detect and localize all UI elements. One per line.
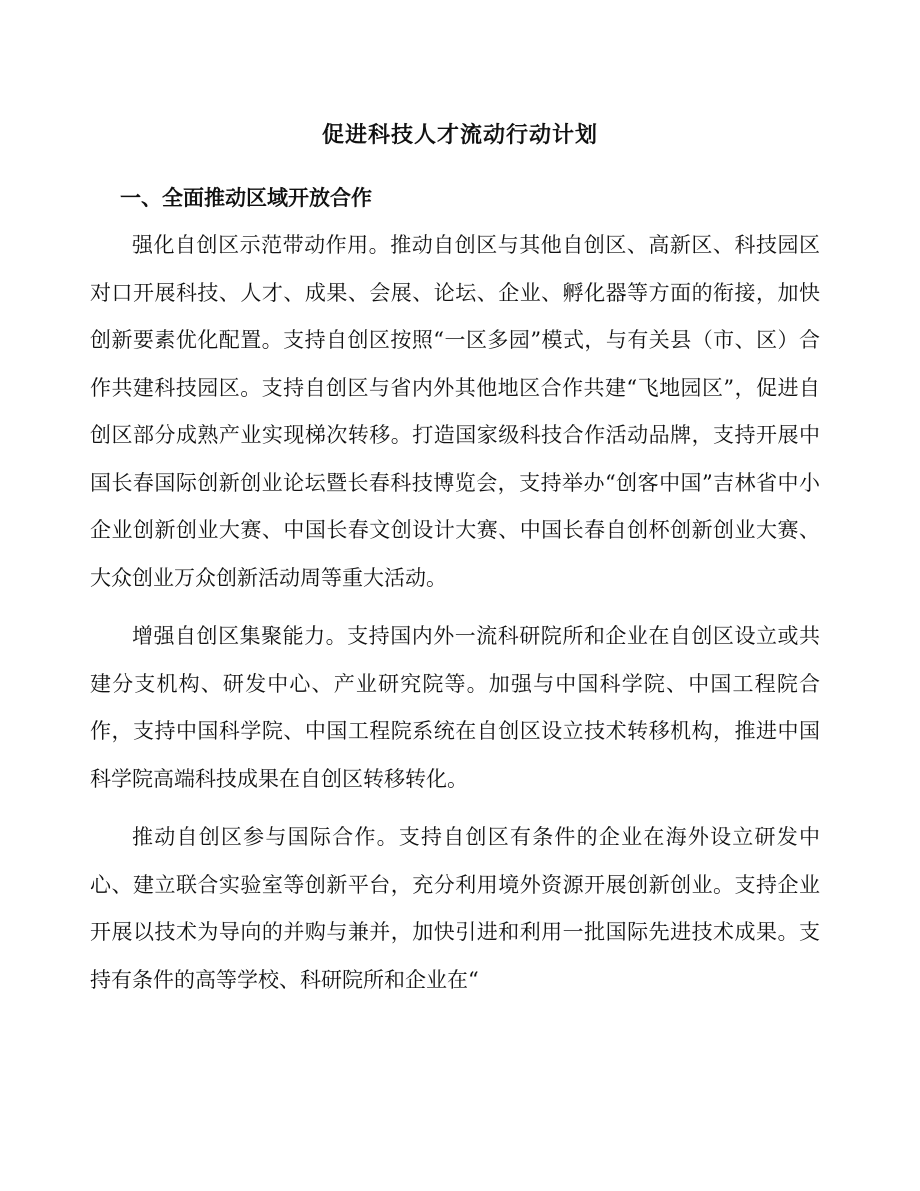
section-heading: 一、全面推动区域开放合作 [120,186,372,210]
paragraph: 强化自创区示范带动作用。推动自创区与其他自创区、高新区、科技园区对口开展科技、人才、成果、会展、论坛、企业、孵化器等方面的衔接，加快创新要素优化配置。支持自创区按照“一区多园”模式，与有关县（市、区）合作共建科技园区。支持自创区与省内外其他地区合作共建“飞地园区”，促进自创区部分成熟产业实现梯次转移。打造国家级科技合作活动品牌，支持开展中国长春国际创新创业论坛暨长春科技博览会，支持举办“创客中国”吉林省中小企业创新创业大赛、中国长春文创设计大赛、中国长春自创杯创新创业大赛、大众创业万众创新活动周等重大活动。 [90,233,820,590]
document-body [90,222,820,1015]
paragraph: 推动自创区参与国际合作。支持自创区有条件的企业在海外设立研发中心、建立联合实验室等创新平台，充分利用境外资源开展创新创业。支持企业开展以技术为导向的并购与兼并，加快引进和利用一批国际先进技术成果。支持有条件的高等学校、科研院所和企业在“ [90,825,820,992]
paragraph: 增强自创区集聚能力。支持国内外一流科研院所和企业在自创区设立或共建分支机构、研发中心、产业研究院等。加强与中国科学院、中国工程院合作，支持中国科学院、中国工程院系统在自创区设立技术转移机构，推进中国科学院高端科技成果在自创区转移转化。 [90,624,820,791]
document-title: 促进科技人才流动行动计划 [321,123,598,148]
